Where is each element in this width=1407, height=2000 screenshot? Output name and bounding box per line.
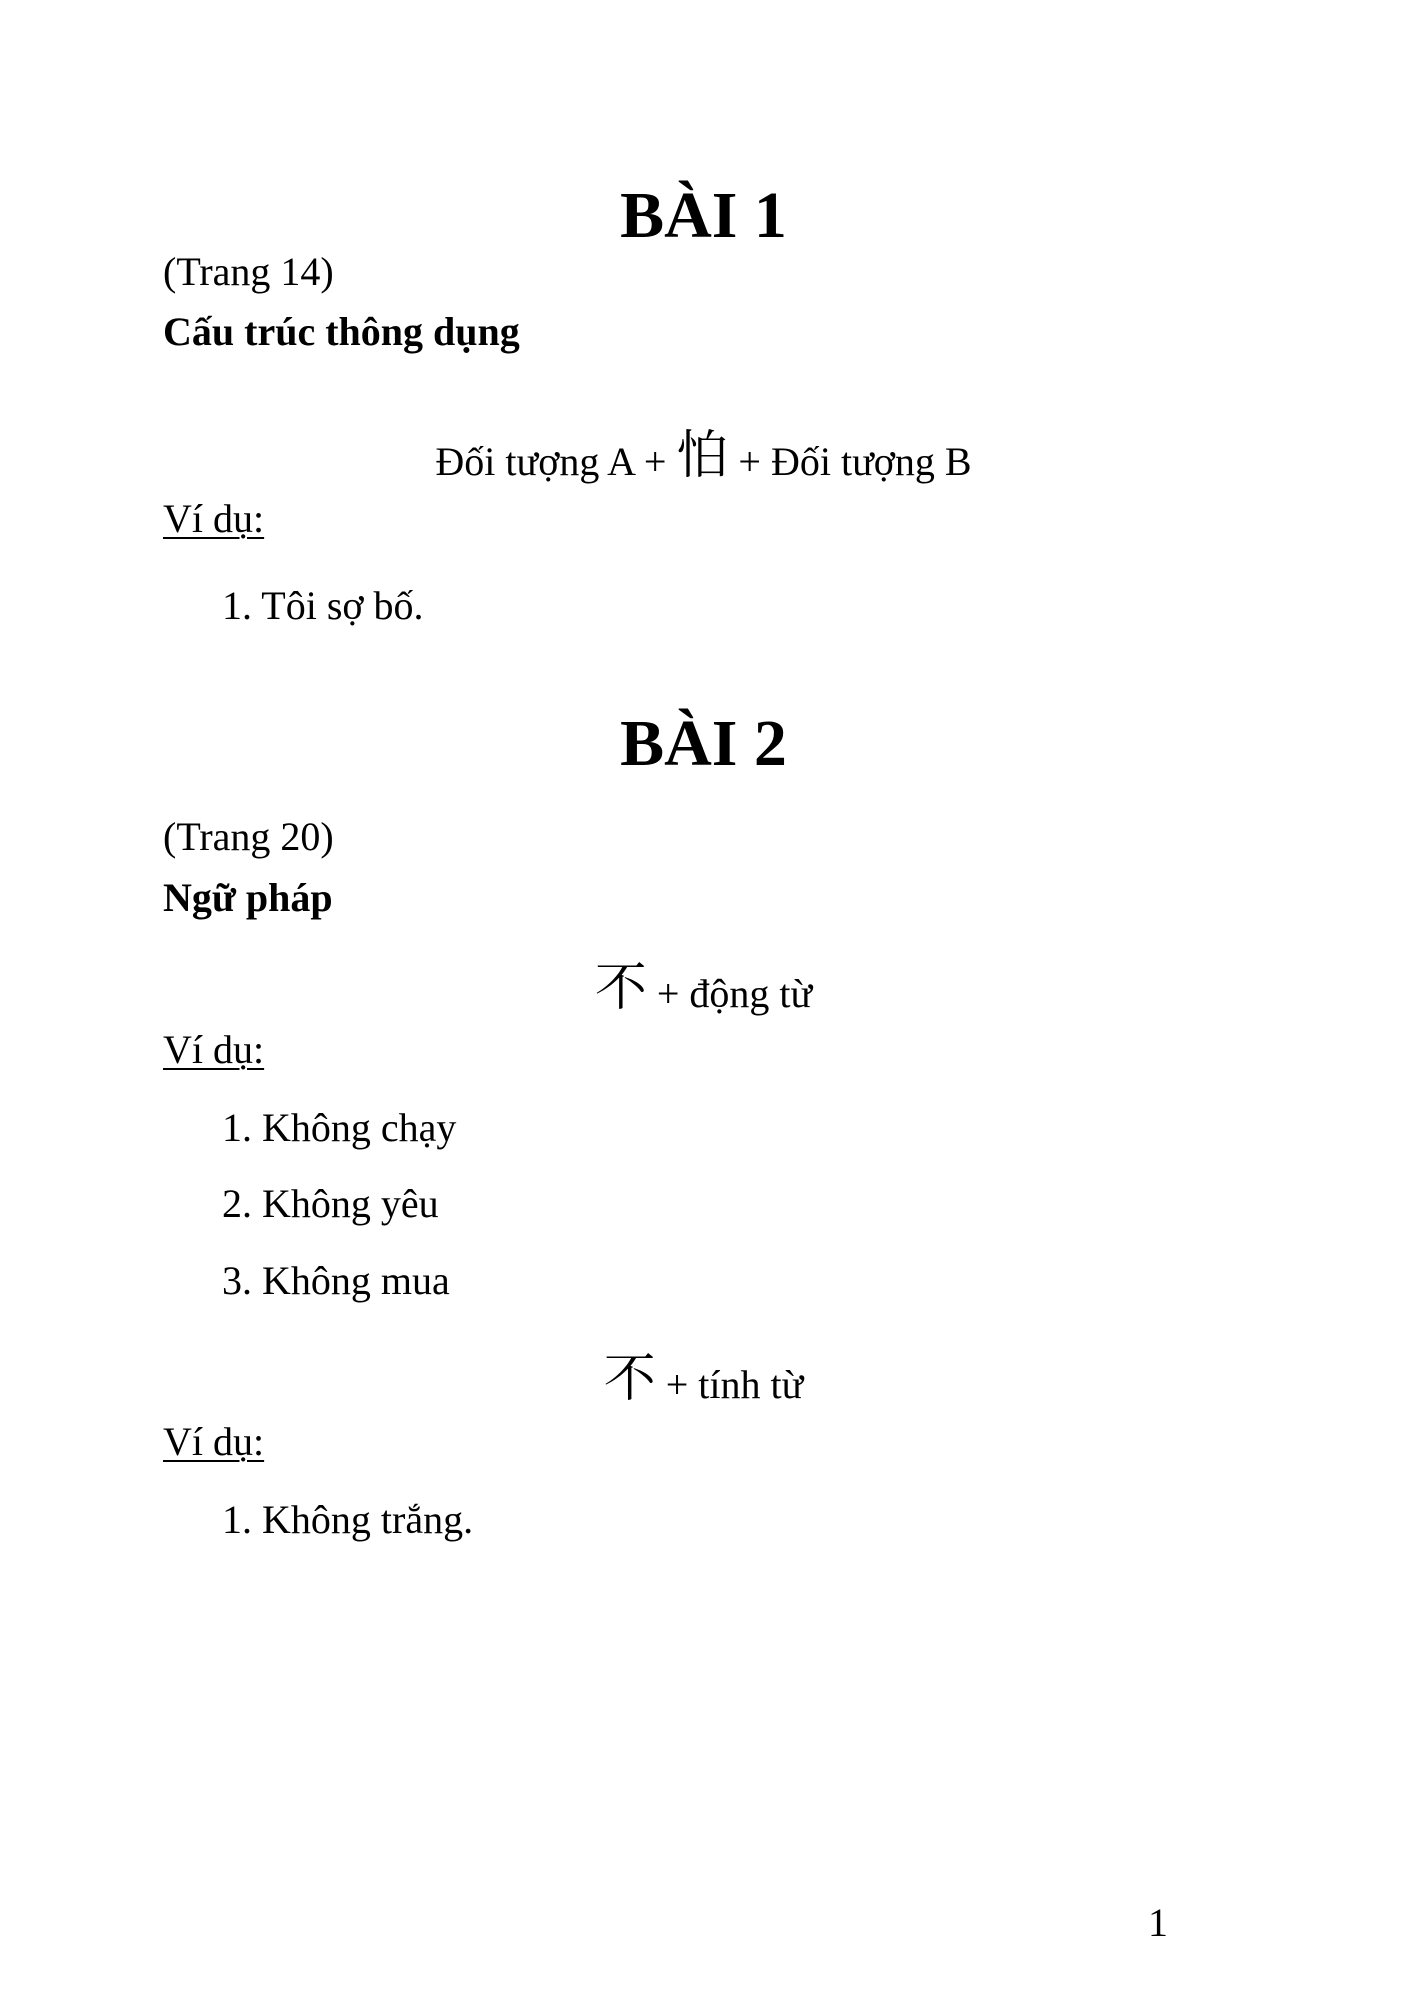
- lesson-2-example-item: 1. Không chạy: [222, 1105, 457, 1150]
- lesson-2-page-ref: (Trang 20): [163, 814, 334, 859]
- lesson-2-formula-verb: [0, 958, 1407, 1018]
- formula-right-text: + tính từ: [655, 1362, 804, 1407]
- formula-character: 不: [603, 1349, 656, 1409]
- lesson-1-example-label: Ví dụ:: [163, 496, 265, 541]
- lesson-2-formula-adjective: [0, 1349, 1407, 1409]
- lesson-2-example-label-2: Ví dụ:: [163, 1419, 265, 1464]
- formula-left-text: Đối tượng A +: [435, 439, 677, 484]
- formula-right-text: + Đối tượng B: [728, 439, 972, 484]
- lesson-2-example-item: 1. Không trắng.: [222, 1497, 474, 1542]
- lesson-2-example-item: 2. Không yêu: [222, 1181, 439, 1226]
- lesson-1-title: BÀI 1: [620, 179, 787, 252]
- lesson-2-example-label-1: Ví dụ:: [163, 1027, 265, 1072]
- formula-character: 怕: [676, 426, 729, 486]
- lesson-2-title: BÀI 2: [620, 707, 787, 780]
- formula-right-text: + động từ: [646, 971, 813, 1016]
- lesson-2-heading: Ngữ pháp: [163, 875, 333, 920]
- lesson-1-formula: [0, 426, 1407, 486]
- lesson-1-example-item: 1. Tôi sợ bố.: [222, 583, 424, 628]
- formula-character: 不: [594, 958, 647, 1018]
- lesson-1-page-ref: (Trang 14): [163, 249, 334, 294]
- page-number: 1: [1148, 1900, 1168, 1945]
- lesson-2-example-item: 3. Không mua: [222, 1258, 450, 1303]
- lesson-1-heading: Cấu trúc thông dụng: [163, 309, 520, 354]
